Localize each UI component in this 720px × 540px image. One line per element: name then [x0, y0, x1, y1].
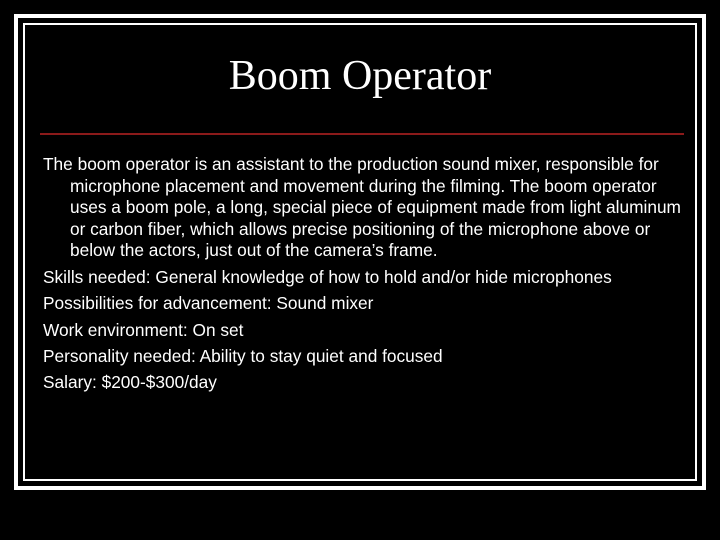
paragraph-salary: Salary: $200-$300/day: [43, 372, 217, 393]
paragraph-description: The boom operator is an assistant to the production sound mixer, responsible for microphone placement and movement during the filming. The boom operator uses a boom pole, a long, special piece of equipment made from light aluminum or carbon fiber, which allows precise positioning of the microphone above or below the actors, just out of the camera’s frame.: [43, 154, 681, 261]
title-divider-line: [40, 133, 684, 135]
slide-body-text: [43, 154, 683, 399]
slide-title: Boom Operator: [228, 53, 492, 99]
paragraph-advancement: Possibilities for advancement: Sound mixer: [43, 293, 374, 314]
paragraph-work-environment: Work environment: On set: [43, 319, 244, 340]
paragraph-skills: Skills needed: General knowledge of how to hold and/or hide microphones: [43, 266, 612, 287]
paragraph-personality: Personality needed: Ability to stay quiet and focused: [43, 345, 443, 366]
